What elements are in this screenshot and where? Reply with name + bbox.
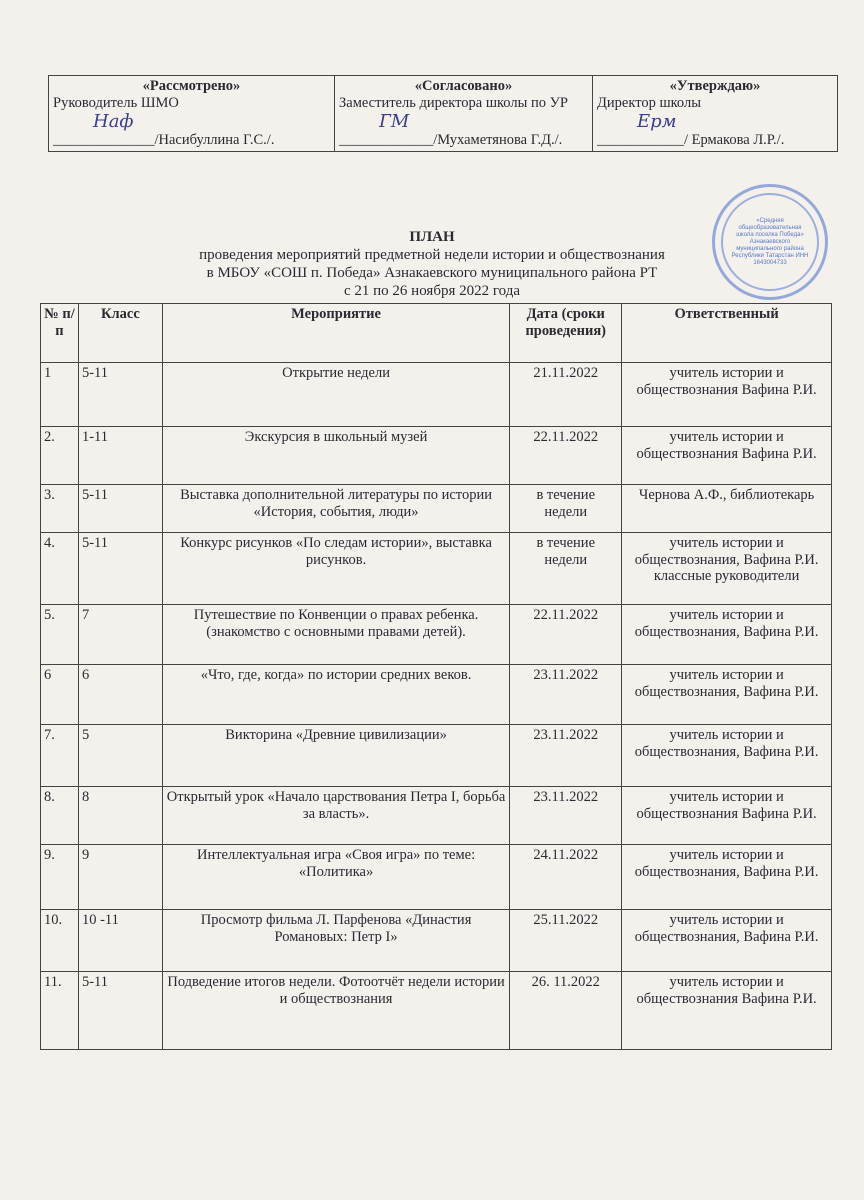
table-row xyxy=(41,533,832,605)
table-row xyxy=(41,725,832,787)
approval-title: «Согласовано» xyxy=(414,78,513,94)
heading-line: проведения мероприятий предметной недели истории и обществознания xyxy=(199,247,665,263)
approval-name: ______________/Насибуллина Г.С./. xyxy=(53,132,275,148)
table-row xyxy=(41,665,832,725)
cell-resp: учитель истории и обществознания, Вафина Р.И. xyxy=(622,845,832,910)
cell-event: Выставка дополнительной литературы по истории «История, события, люди» xyxy=(162,485,509,533)
table-row xyxy=(41,605,832,665)
cell-date: 21.11.2022 xyxy=(510,363,622,427)
approval-title: «Рассмотрено» xyxy=(142,78,241,94)
cell-cls: 5-11 xyxy=(78,972,162,1050)
approval-block xyxy=(48,75,838,152)
cell-resp: учитель истории и обществознания, Вафина Р.И. xyxy=(622,910,832,972)
cell-cls: 7 xyxy=(78,605,162,665)
column-header: Ответственный xyxy=(622,304,832,363)
column-header: Дата (сроки проведения) xyxy=(510,304,622,363)
cell-date: 23.11.2022 xyxy=(510,665,622,725)
cell-event: Просмотр фильма Л. Парфенова «Династия Романовых: Петр I» xyxy=(162,910,509,972)
cell-n: 11. xyxy=(41,972,79,1050)
cell-event: Путешествие по Конвенции о правах ребенка. (знакомство с основными правами детей). xyxy=(162,605,509,665)
cell-event: Экскурсия в школьный музей xyxy=(162,427,509,485)
table-row xyxy=(41,845,832,910)
cell-event: «Что, где, когда» по истории средних веков. xyxy=(162,665,509,725)
column-header: № п/п xyxy=(41,304,79,363)
cell-n: 7. xyxy=(41,725,79,787)
cell-event: Открытый урок «Начало царствования Петра I, борьба за власть». xyxy=(162,787,509,845)
events-table xyxy=(40,303,832,1050)
cell-n: 10. xyxy=(41,910,79,972)
approval-position: Руководитель ШМО xyxy=(53,95,179,111)
cell-resp: учитель истории и обществознания, Вафина Р.И. xyxy=(622,605,832,665)
cell-resp: учитель истории и обществознания Вафина Р.И. xyxy=(622,972,832,1050)
cell-date: в течение недели xyxy=(510,533,622,605)
cell-resp: учитель истории и обществознания Вафина Р.И. xyxy=(622,787,832,845)
cell-n: 1 xyxy=(41,363,79,427)
cell-n: 9. xyxy=(41,845,79,910)
approval-name: _____________/Мухаметянова Г.Д./. xyxy=(339,132,563,148)
approval-cell xyxy=(593,76,838,152)
table-row xyxy=(41,363,832,427)
cell-n: 4. xyxy=(41,533,79,605)
approval-position: Директор школы xyxy=(597,95,701,111)
cell-cls: 6 xyxy=(78,665,162,725)
cell-event: Подведение итогов недели. Фотоотчёт недели истории и обществознания xyxy=(162,972,509,1050)
cell-event: Викторина «Древние цивилизации» xyxy=(162,725,509,787)
approval-cell xyxy=(335,76,593,152)
cell-date: 23.11.2022 xyxy=(510,787,622,845)
cell-date: в течение недели xyxy=(510,485,622,533)
cell-n: 8. xyxy=(41,787,79,845)
cell-n: 2. xyxy=(41,427,79,485)
cell-resp: учитель истории и обществознания Вафина Р.И. xyxy=(622,427,832,485)
column-header: Класс xyxy=(78,304,162,363)
cell-resp: учитель истории и обществознания, Вафина Р.И. xyxy=(622,665,832,725)
cell-event: Интеллектуальная игра «Своя игра» по теме: «Политика» xyxy=(162,845,509,910)
cell-n: 6 xyxy=(41,665,79,725)
cell-cls: 5-11 xyxy=(78,533,162,605)
cell-resp: учитель истории и обществознания Вафина Р.И. xyxy=(622,363,832,427)
cell-date: 22.11.2022 xyxy=(510,605,622,665)
approval-position: Заместитель директора школы по УР xyxy=(339,95,568,111)
cell-date: 23.11.2022 xyxy=(510,725,622,787)
cell-cls: 1-11 xyxy=(78,427,162,485)
table-row xyxy=(41,427,832,485)
cell-n: 3. xyxy=(41,485,79,533)
cell-event: Открытие недели xyxy=(162,363,509,427)
cell-cls: 5-11 xyxy=(78,363,162,427)
cell-cls: 8 xyxy=(78,787,162,845)
table-row xyxy=(41,787,832,845)
table-row xyxy=(41,972,832,1050)
cell-cls: 10 -11 xyxy=(78,910,162,972)
stamp-text: «Средняя общеобразовательная школа поселка Победа» Азнакаевского муниципального района Республики Татарстан ИНН 1643004733 xyxy=(721,193,819,291)
cell-resp: учитель истории и обществознания, Вафина Р.И. классные руководители xyxy=(622,533,832,605)
signature: ГМ xyxy=(379,111,410,132)
column-header: Мероприятие xyxy=(162,304,509,363)
approval-cell xyxy=(49,76,335,152)
table-row xyxy=(41,485,832,533)
cell-date: 26. 11.2022 xyxy=(510,972,622,1050)
cell-date: 24.11.2022 xyxy=(510,845,622,910)
approval-name: ____________/ Ермакова Л.Р./. xyxy=(597,132,785,148)
cell-resp: Чернова А.Ф., библиотекарь xyxy=(622,485,832,533)
table-header xyxy=(41,304,832,363)
cell-date: 22.11.2022 xyxy=(510,427,622,485)
table-row xyxy=(41,910,832,972)
cell-event: Конкурс рисунков «По следам истории», выставка рисунков. xyxy=(162,533,509,605)
signature: Наф xyxy=(93,111,134,132)
cell-cls: 5-11 xyxy=(78,485,162,533)
heading-title: ПЛАН xyxy=(409,229,455,245)
cell-date: 25.11.2022 xyxy=(510,910,622,972)
cell-n: 5. xyxy=(41,605,79,665)
approval-title: «Утверждаю» xyxy=(669,78,761,94)
signature: Ерм xyxy=(637,111,677,132)
cell-cls: 5 xyxy=(78,725,162,787)
heading-line: в МБОУ «СОШ п. Победа» Азнакаевского муниципального района РТ xyxy=(206,265,658,281)
document-heading xyxy=(0,228,864,300)
cell-cls: 9 xyxy=(78,845,162,910)
cell-resp: учитель истории и обществознания, Вафина Р.И. xyxy=(622,725,832,787)
heading-line: с 21 по 26 ноября 2022 года xyxy=(344,283,520,299)
